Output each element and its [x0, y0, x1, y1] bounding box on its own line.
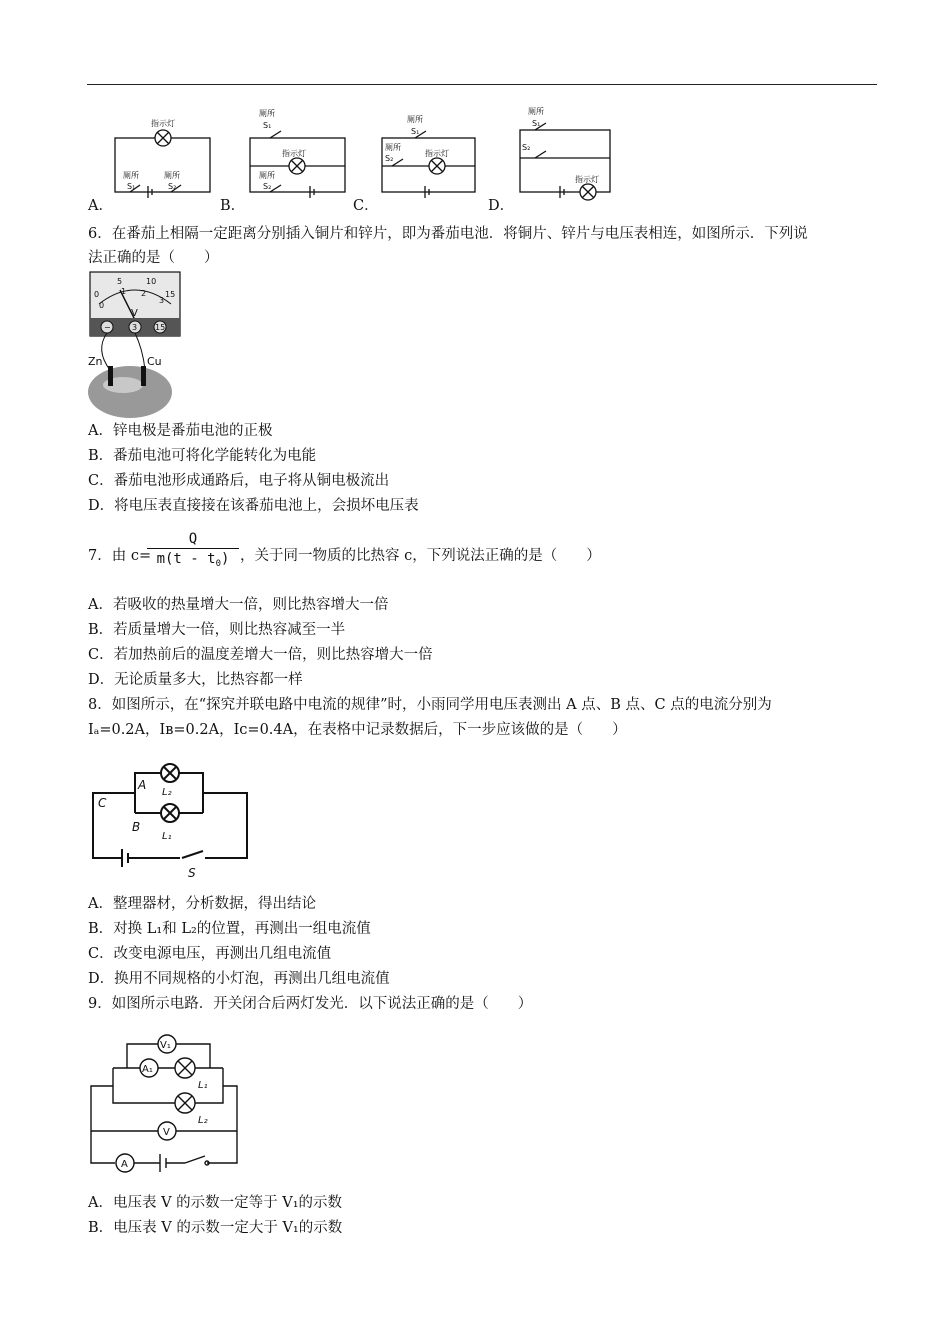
q6-stem-line1: 6．在番茄上相隔一定距离分别插入铜片和锌片，即为番茄电池．将铜片、锌片与电压表相连，如图所示．下列说 — [88, 226, 808, 242]
q8-option-c: C．改变电源电压，再测出几组电流值 — [88, 946, 332, 962]
svg-text:厕所: 厕所 — [164, 171, 180, 180]
svg-text:S₁: S₁ — [127, 182, 136, 191]
q8-parallel-circuit-figure — [85, 753, 255, 883]
svg-text:V₁: V₁ — [160, 1040, 171, 1051]
q6-option-c: C．番茄电池形成通路后，电子将从铜电极流出 — [88, 473, 390, 489]
svg-text:5: 5 — [117, 277, 123, 286]
q5-option-b: B． — [220, 198, 246, 214]
svg-text:B: B — [132, 820, 141, 834]
svg-text:S: S — [188, 866, 196, 880]
svg-text:A₁: A₁ — [142, 1064, 153, 1075]
svg-text:厕所: 厕所 — [259, 171, 275, 180]
svg-text:厕所: 厕所 — [123, 171, 139, 180]
svg-text:15: 15 — [155, 323, 166, 332]
svg-text:10: 10 — [146, 277, 157, 286]
q8-stem-line2: Iₐ=0.2A，Iʙ=0.2A，Iᴄ=0.4A，在表格中记录数据后，下一步应该做的是（ ） — [88, 722, 627, 738]
svg-text:厕所: 厕所 — [528, 107, 544, 116]
svg-text:指示灯: 指示灯 — [425, 149, 449, 158]
svg-text:3: 3 — [159, 296, 165, 305]
svg-text:1: 1 — [121, 287, 127, 296]
svg-text:0: 0 — [94, 290, 100, 299]
svg-text:指示灯: 指示灯 — [282, 149, 306, 158]
q7-option-b: B．若质量增大一倍，则比热容减至一半 — [88, 622, 346, 638]
q7-option-a: A．若吸收的热量增大一倍，则比热容增大一倍 — [88, 597, 389, 613]
q5-option-a: A． — [88, 198, 113, 214]
svg-text:厕所: 厕所 — [407, 115, 423, 124]
svg-text:L₁: L₁ — [198, 1080, 208, 1091]
svg-text:V: V — [131, 308, 138, 319]
svg-text:3: 3 — [132, 323, 138, 332]
svg-text:S₁: S₁ — [263, 121, 272, 130]
q8-option-d: D．换用不同规格的小灯泡，再测出几组电流值 — [88, 971, 390, 987]
q9-stem: 9．如图所示电路．开关闭合后两灯发光．以下说法正确的是（ ） — [88, 996, 533, 1012]
q7-formula — [147, 530, 239, 574]
svg-text:S₂: S₂ — [522, 143, 531, 152]
q6-stem-line2: 法正确的是（ ） — [88, 250, 219, 266]
svg-text:C: C — [98, 796, 107, 810]
svg-text:Cu: Cu — [147, 355, 162, 368]
svg-text:A: A — [121, 1159, 128, 1170]
svg-text:厕所: 厕所 — [385, 143, 401, 152]
q5-option-d: D． — [488, 198, 515, 214]
q9-option-a: A．电压表 V 的示数一定等于 V₁的示数 — [88, 1195, 343, 1211]
svg-text:S₂: S₂ — [168, 182, 177, 191]
svg-text:2: 2 — [141, 289, 147, 298]
svg-text:L₂: L₂ — [198, 1115, 208, 1126]
q6-tomato-battery-figure — [85, 270, 185, 420]
svg-text:L₂: L₂ — [162, 787, 172, 798]
q6-option-d: D．将电压表直接接在该番茄电池上，会损坏电压表 — [88, 498, 419, 514]
q7-stem-suffix: ，关于同一物质的比热容 c，下列说法正确的是（ ） — [240, 548, 601, 564]
q6-option-b: B．番茄电池可将化学能转化为电能 — [88, 448, 317, 464]
svg-text:V: V — [163, 1127, 170, 1138]
q7-denominator: $m(t - t_0)$ — [147, 548, 239, 574]
q7-option-c: C．若加热前后的温度差增大一倍，则比热容增大一倍 — [88, 647, 433, 663]
svg-text:A: A — [138, 778, 147, 792]
svg-text:L₁: L₁ — [162, 831, 172, 842]
svg-text:S₂: S₂ — [263, 182, 272, 191]
svg-text:指示灯: 指示灯 — [575, 175, 599, 184]
q9-option-b: B．电压表 V 的示数一定大于 V₁的示数 — [88, 1220, 343, 1236]
svg-text:S₁: S₁ — [411, 127, 420, 136]
svg-text:厕所: 厕所 — [259, 109, 275, 118]
svg-text:0: 0 — [99, 301, 105, 310]
svg-text:Zn: Zn — [88, 355, 103, 368]
svg-text:S₁: S₁ — [532, 119, 541, 128]
q7-option-d: D．无论质量多大，比热容都一样 — [88, 672, 303, 688]
q8-option-b: B．对换 L₁和 L₂的位置，再测出一组电流值 — [88, 921, 371, 937]
q5-option-c: C． — [353, 198, 379, 214]
svg-text:−: − — [104, 323, 111, 332]
svg-text:15: 15 — [165, 290, 176, 299]
q7-prefix: 7．由 c= — [88, 548, 152, 564]
q6-option-a: A．锌电极是番茄电池的正极 — [88, 423, 273, 439]
q9-circuit-figure — [85, 1028, 245, 1178]
q8-option-a: A．整理器材，分析数据，得出结论 — [88, 896, 316, 912]
header-rule — [87, 84, 877, 85]
q8-stem-line1: 8．如图所示，在“探究并联电路中电流的规律”时，小雨同学用电压表测出 A 点、B 点、C 点的电流分别为 — [88, 697, 772, 713]
q5-a-lamp-label: 指示灯 — [151, 119, 175, 128]
svg-text:S₂: S₂ — [385, 154, 394, 163]
q7-numerator: Q — [188, 531, 198, 547]
